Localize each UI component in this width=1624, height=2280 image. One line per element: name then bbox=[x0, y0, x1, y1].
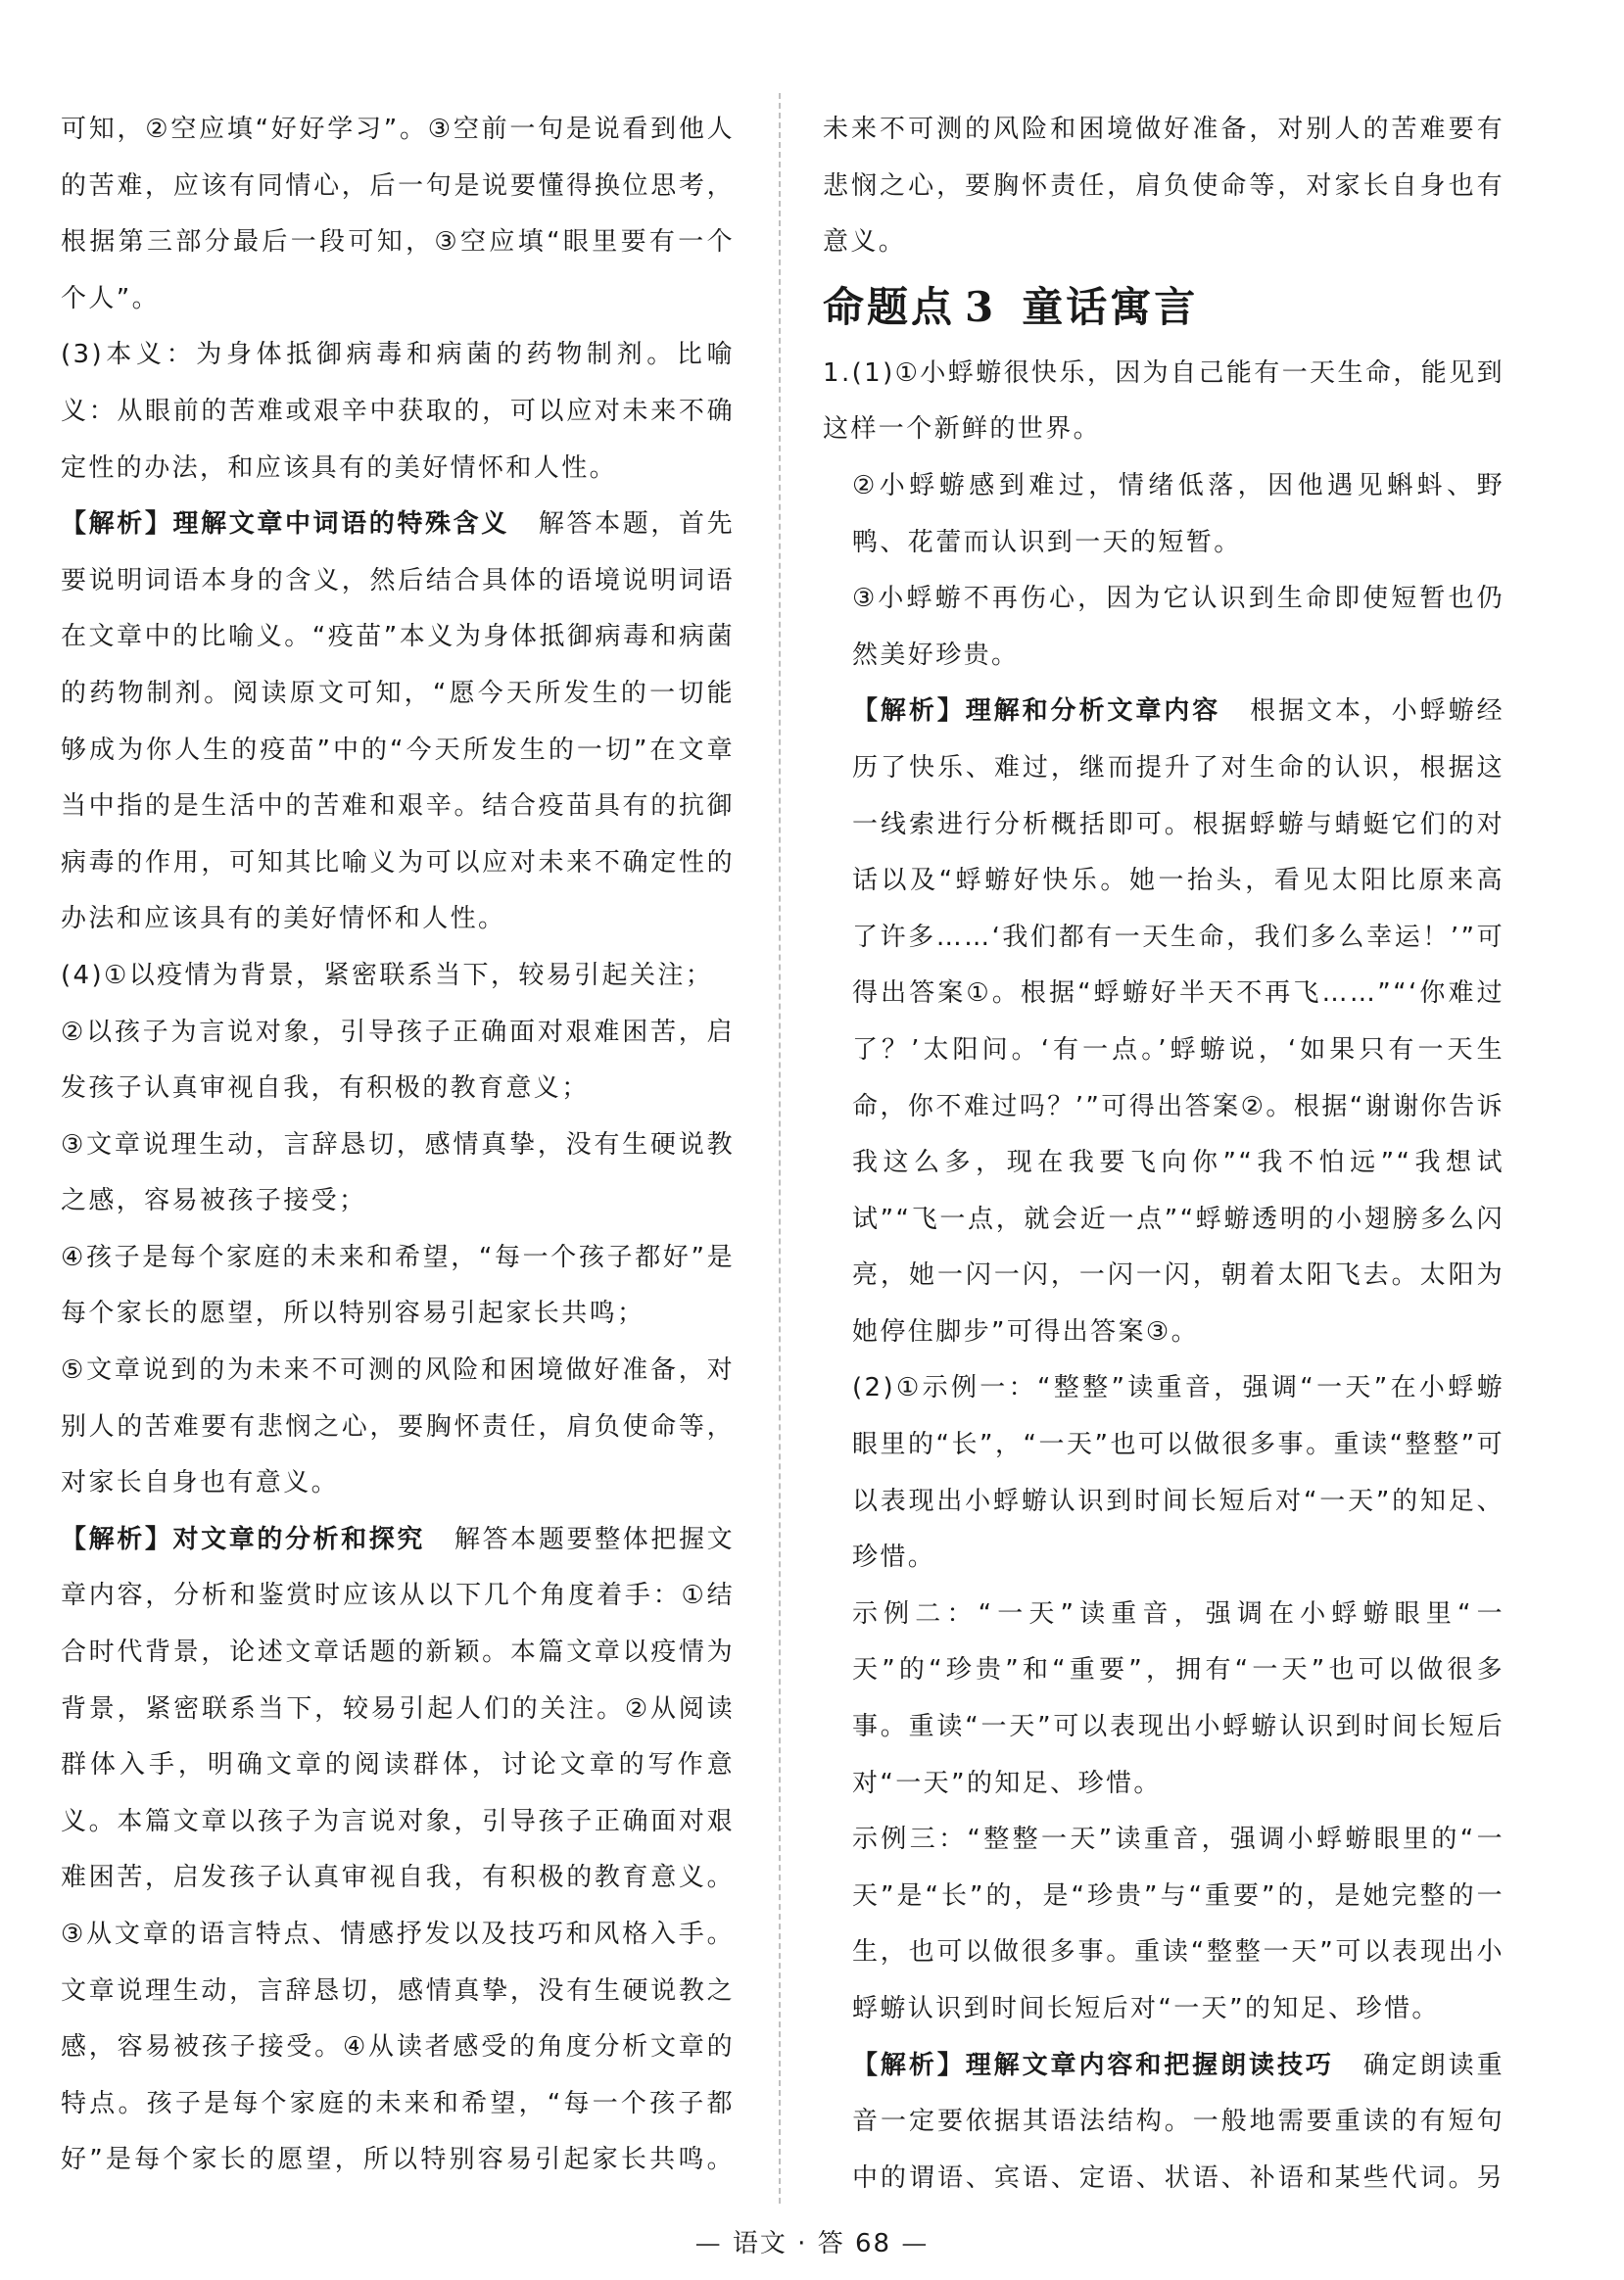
section-heading bbox=[823, 273, 1505, 342]
answer-1-2-example-1: (2)①示例一：“整整”读重音，强调“一天”在小蜉蝣眼里的“长”，“一天”也可以做很多事。重读“整整”可以表现出小蜉蝣认识到时间长短后对“一天”的知足、珍惜。 bbox=[852, 1373, 1505, 1573]
section-number: 3 bbox=[965, 282, 997, 331]
answer-q4-item-4: ④孩子是每个家庭的未来和希望，“每一个孩子都好”是每个家长的愿望，所以特别容易引起家长共鸣； bbox=[61, 1242, 735, 1329]
answer-1-2-example-2: 示例二：“一天”读重音，强调在小蜉蝣眼里“一天”的“珍贵”和“重要”，拥有“一天”也可以做很多事。重读“一天”可以表现出小蜉蝣认识到时间长短后对“一天”的知足、珍惜。 bbox=[852, 1598, 1505, 1798]
answer-q3: (3)本义：为身体抵御病毒和病菌的药物制剂。比喻义：从眼前的苦难或艰辛中获取的，可以应对未来不确定性的办法，和应该具有的美好情怀和人性。 bbox=[61, 340, 735, 483]
left-column bbox=[61, 102, 735, 2198]
analysis-tag: 【解析】理解文章中词语的特殊含义 bbox=[61, 509, 509, 540]
page-footer bbox=[0, 2223, 1624, 2259]
footer-page-label: 语文 · 答 68 bbox=[732, 2229, 892, 2258]
analysis-text: 解答本题要整体把握文章内容，分析和鉴赏时应该从以下几个角度着手：①结合时代背景，论述文章话题的新颖。本篇文章以疫情为背景，紧密联系当下，较易引起人们的关注。②从阅读群体入手，明确文章的阅读群体，讨论文章的写作意义。本篇文章以孩子为言说对象，引导孩子正确面对艰难困苦，启发孩子认真审视自我，有积极的教育意义。③从文章的语言特点、情感抒发以及技巧和风格入手。文章说理生动，言辞恳切，感情真挚，没有生硬说教之感，容易被孩子接受。④从读者感受的角度分析文章的特点。孩子是每个家庭的未来和希望，“每一个孩子都好”是每个家长的愿望，所以特别容易引起家长共鸣。 bbox=[61, 1524, 735, 2175]
answer-1-1-item-2: ②小蜉蝣感到难过，情绪低落，因他遇见蝌蚪、野鸭、花蕾而认识到一天的短暂。 bbox=[852, 470, 1505, 557]
analysis-text: 解答本题，首先要说明词语本身的含义，然后结合具体的语境说明词语在文章中的比喻义。“疫苗”本义为身体抵御病毒和病菌的药物制剂。阅读原文可知，“愿今天所发生的一切能够成为你人生的疫苗”中的“今天所发生的一切”在文章当中指的是生活中的苦难和艰辛。结合疫苗具有的抗御病毒的作用，可知其比喻义为可以应对未来不确定性的办法和应该具有的美好情怀和人性。 bbox=[61, 509, 735, 934]
analysis-tag: 【解析】理解和分析文章内容 bbox=[852, 696, 1221, 727]
analysis-q3 bbox=[61, 497, 735, 948]
analysis-text: 根据文本，小蜉蝣经历了快乐、难过，继而提升了对生命的认识，根据这一线索进行分析概括即可。根据蜉蝣与蜻蜓它们的对话以及“蜉蝣好快乐。她一抬头，看见太阳比原来高了许多……‘我们都有一天生命，我们多么幸运！’”可得出答案①。根据“蜉蝣好半天不再飞……”“‘你难过了？’太阳问。‘有一点。’蜉蝣说，‘如果只有一天生命，你不难过吗？’”可得出答案②。根据“谢谢你告诉我这么多，现在我要飞向你”“我不怕远”“我想试试”“飞一点，就会近一点”“蜉蝣透明的小翅膀多么闪亮，她一闪一闪，一闪一闪，朝着太阳飞去。太阳为她停住脚步”可得出答案③。 bbox=[852, 696, 1505, 1347]
section-label: 命题点 bbox=[823, 282, 956, 331]
answer-1-1-item-3: ③小蜉蝣不再伤心，因为它认识到生命即使短暂也仍然美好珍贵。 bbox=[852, 584, 1505, 670]
answer-q4-item-2: ②以孩子为言说对象，引导孩子正确面对艰难困苦，启发孩子认真审视自我，有积极的教育意义； bbox=[61, 1017, 735, 1104]
analysis-1-1 bbox=[823, 684, 1505, 1360]
answer-q4-item-3: ③文章说理生动，言辞恳切，感情真挚，没有生硬说教之感，容易被孩子接受； bbox=[61, 1129, 735, 1216]
analysis-text: 确定朗读重音一定要依据其语法结构。一般地需要重读的有短句中的谓语、宾语、定语、状语、补语和某些代词。另 bbox=[852, 2050, 1505, 2193]
right-column bbox=[823, 102, 1505, 2198]
analysis-tag: 【解析】理解文章内容和把握朗读技巧 bbox=[852, 2050, 1334, 2080]
analysis-q4 bbox=[61, 1512, 735, 2198]
analysis-tag: 【解析】对文章的分析和探究 bbox=[61, 1524, 426, 1554]
section-title: 童话寓言 bbox=[1022, 282, 1199, 331]
answer-1-2-example-3: 示例三：“整整一天”读重音，强调小蜉蝣眼里的“一天”是“长”的，是“珍贵”与“重要”的，是她完整的一生，也可以做很多事。重读“整整一天”可以表现出小蜉蝣认识到时间长短后对“一天”的知足、珍惜。 bbox=[852, 1825, 1505, 2023]
answer-q4-item-5: ⑤文章说到的为未来不可测的风险和困境做好准备，对别人的苦难要有悲悯之心，要胸怀责任，肩负使命等，对家长自身也有意义。 bbox=[61, 1355, 735, 1498]
analysis-1-2 bbox=[823, 2038, 1505, 2198]
continued-paragraph: 未来不可测的风险和困境做好准备，对别人的苦难要有悲悯之心，要胸怀责任，肩负使命等，对家长自身也有意义。 bbox=[823, 115, 1505, 258]
footer-dash-left: — bbox=[694, 2229, 723, 2258]
column-divider bbox=[779, 93, 781, 2204]
answer-1-1-lead: 1.(1)①小蜉蝣很快乐，因为自己能有一天生命，能见到这样一个新鲜的世界。 bbox=[823, 357, 1505, 445]
footer-dash-right: — bbox=[901, 2229, 930, 2258]
answer-paragraph: 可知，②空应填“好好学习”。③空前一句是说看到他人的苦难，应该有同情心，后一句是说要懂得换位思考，根据第三部分最后一段可知，③空应填“眼里要有一个个人”。 bbox=[61, 115, 735, 313]
answer-q4-item-1: (4)①以疫情为背景，紧密联系当下，较易引起关注； bbox=[61, 960, 714, 990]
